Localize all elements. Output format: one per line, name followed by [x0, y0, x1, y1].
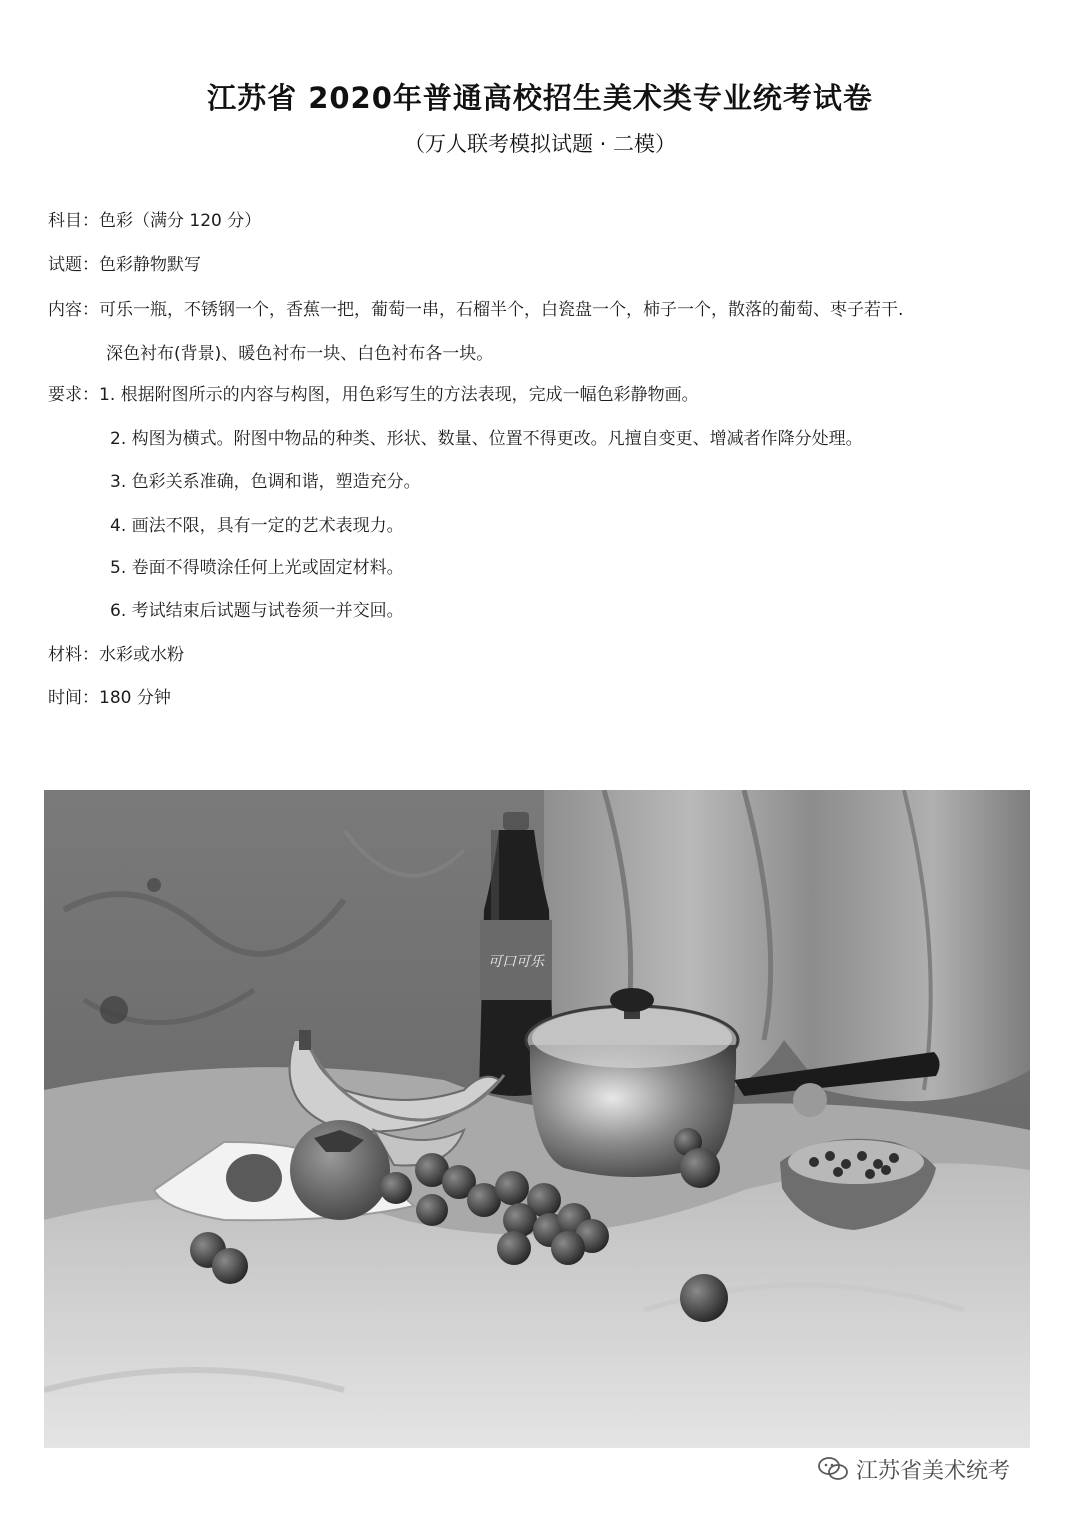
content-line-1: 内容：可乐一瓶，不锈钢一个，香蕉一把，葡萄一串，石榴半个，白瓷盘一个，柿子一个，散落的葡萄、枣子若干.	[48, 300, 904, 320]
content-line-2: 深色衬布(背景)、暖色衬布一块、白色衬布各一块。	[106, 344, 494, 364]
materials-line: 材料：水彩或水粉	[48, 645, 184, 665]
bottle-label: 可口可乐	[488, 954, 544, 970]
exam-subtitle: （万人联考模拟试题 · 二模）	[403, 132, 677, 156]
requirement-6: 6. 考试结束后试题与试卷须一并交回。	[110, 601, 404, 621]
requirement-5: 5. 卷面不得喷涂任何上光或固定材料。	[110, 558, 404, 578]
requirement-4: 4. 画法不限，具有一定的艺术表现力。	[110, 516, 404, 536]
date-fruit-back	[793, 1083, 827, 1117]
question-line: 试题：色彩静物默写	[48, 255, 201, 275]
scattered-grape	[212, 1248, 248, 1284]
still-life-photo	[44, 790, 1030, 1448]
wechat-icon	[818, 1456, 848, 1482]
scattered-grape	[680, 1274, 728, 1322]
requirement-1: 要求：1. 根据附图所示的内容与构图，用色彩写生的方法表现，完成一幅色彩静物画。	[48, 385, 699, 405]
time-line: 时间：180 分钟	[48, 688, 171, 708]
requirement-2: 2. 构图为横式。附图中物品的种类、形状、数量、位置不得更改。凡擅自变更、增减者作降分处理。	[110, 429, 863, 449]
requirement-3: 3. 色彩关系准确，色调和谐，塑造充分。	[110, 472, 421, 492]
subject-line: 科目：色彩（满分 120 分）	[48, 211, 262, 231]
exam-title: 江苏省 2020年普通高校招生美术类专业统考试卷	[207, 81, 873, 115]
date-fruit	[226, 1154, 282, 1202]
watermark	[818, 1452, 1010, 1486]
watermark-text: 江苏省美术统考	[856, 1458, 1011, 1484]
